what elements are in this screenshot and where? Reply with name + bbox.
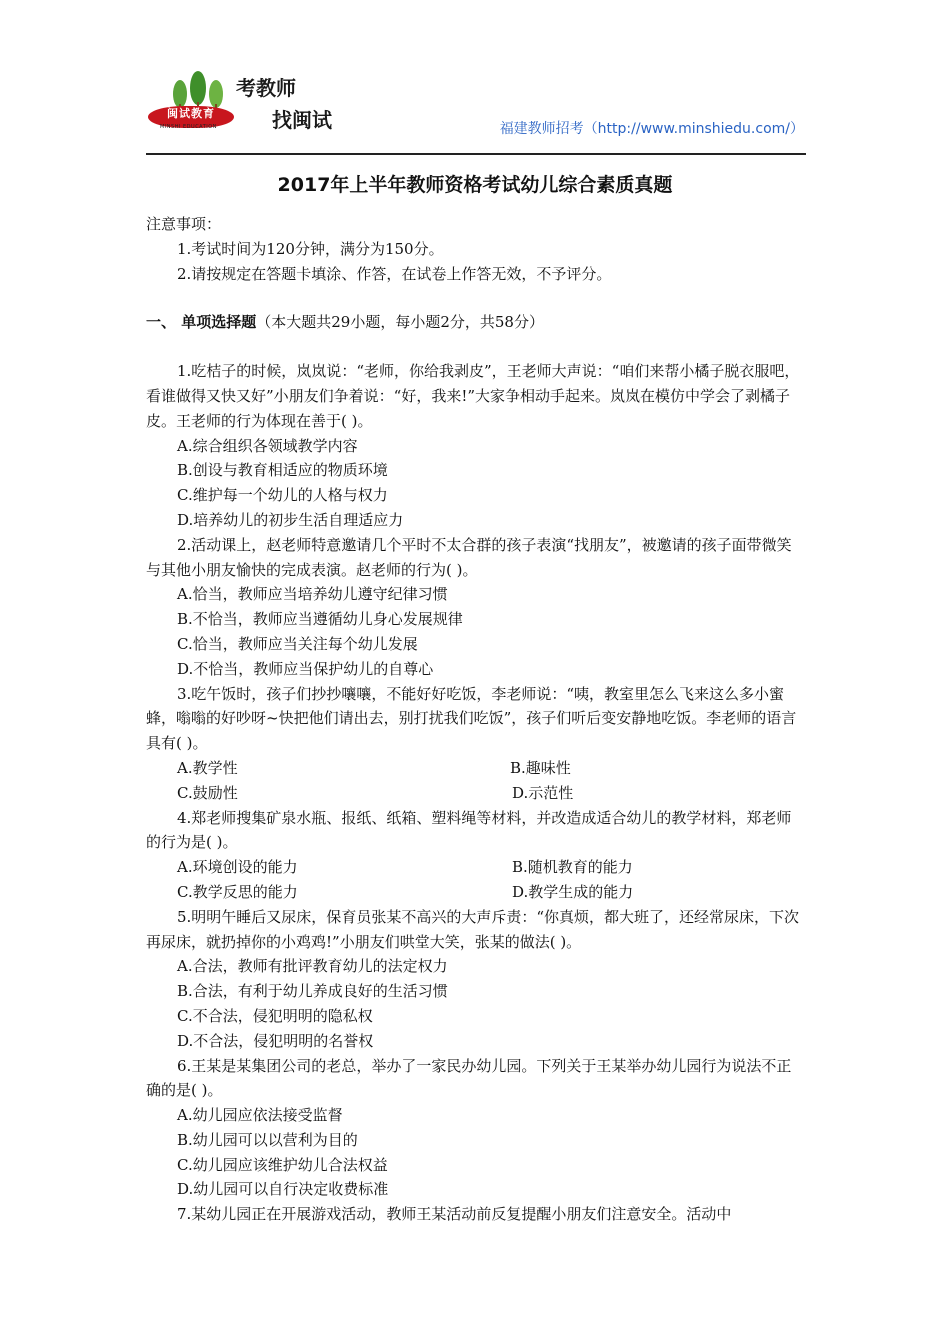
slogan-line-1: 考教师 xyxy=(236,76,296,100)
slogan-line-2: 找闽试 xyxy=(272,108,332,132)
logo-subtitle: MINSHI EDUCATION xyxy=(160,124,217,130)
option: A.恰当，教师应当培养幼儿遵守纪律习惯 xyxy=(177,585,448,604)
option: B.幼儿园可以以营利为目的 xyxy=(177,1130,358,1149)
option: C.恰当，教师应当关注每个幼儿发展 xyxy=(177,634,418,653)
notice-item: 1.考试时间为120分钟，满分为150分。 xyxy=(177,239,444,258)
logo xyxy=(146,66,366,136)
question-stem: 5.明明午睡后又尿床，保育员张某不高兴的大声斥责：“你真烦，都大班了，还经常尿床，下次再尿床，就扔掉你的小鸡鸡!”小朋友们哄堂大笑，张某的做法( )。 xyxy=(146,907,799,951)
option-row xyxy=(146,880,806,905)
header-divider xyxy=(146,153,806,155)
option: C.维护每一个幼儿的人格与权力 xyxy=(177,486,388,505)
section-note: （本大题共29小题，每小题2分，共58分） xyxy=(256,313,544,332)
question-stem: 4.郑老师搜集矿泉水瓶、报纸、纸箱、塑料绳等材料，并改造成适合幼儿的教学材料，郑老师的行为是( )。 xyxy=(146,808,792,852)
section-title: 一、 单项选择题 xyxy=(146,313,257,332)
option: D.幼儿园可以自行决定收费标准 xyxy=(177,1180,389,1199)
notice-item: 2.请按规定在答题卡填涂、作答，在试卷上作答无效，不予评分。 xyxy=(177,264,612,283)
option: B.不恰当，教师应当遵循幼儿身心发展规律 xyxy=(177,610,463,629)
option: C.鼓励性 xyxy=(177,783,238,802)
question-stem: 2.活动课上，赵老师特意邀请几个平时不太合群的孩子表演“找朋友”，被邀请的孩子面带微笑与其他小朋友愉快的完成表演。赵老师的行为( )。 xyxy=(146,535,792,579)
notice-label: 注意事项： xyxy=(146,215,222,233)
question-stem: 6.王某是某集团公司的老总，举办了一家民办幼儿园。下列关于王某举办幼儿园行为说法不正确的是( )。 xyxy=(146,1056,792,1100)
option: A.环境创设的能力 xyxy=(177,858,298,877)
option: B.随机教育的能力 xyxy=(512,858,633,877)
page-title: 2017年上半年教师资格考试幼儿综合素质真题 xyxy=(277,174,673,196)
option-row xyxy=(146,756,806,781)
option: C.不合法，侵犯明明的隐私权 xyxy=(177,1006,373,1025)
option: D.教学生成的能力 xyxy=(512,882,634,901)
question-stem: 7.某幼儿园正在开展游戏活动，教师王某活动前反复提醒小朋友们注意安全。活动中 xyxy=(177,1205,732,1224)
option: A.综合组织各领域教学内容 xyxy=(177,436,358,455)
option: D.不合法，侵犯明明的名誉权 xyxy=(177,1031,374,1050)
option: B.趣味性 xyxy=(510,758,571,777)
question-stem: 3.吃午饭时，孩子们抄抄嚷嚷，不能好好吃饭，李老师说：“咦，教室里怎么飞来这么多小蜜蜂，嗡嗡的好吵呀~快把他们请出去，别打扰我们吃饭”，孩子们听后变安静地吃饭。李老师的语言具有( )。 xyxy=(146,684,797,753)
option: A.教学性 xyxy=(177,758,238,777)
question-stem: 1.吃桔子的时候，岚岚说：“老师，你给我剥皮”，王老师大声说：“咱们来帮小橘子脱衣服吧，看谁做得又快又好”小朋友们争着说：“好，我来!”大家争相动手起来。岚岚在模仿中学会了剥橘子皮。王老师的行为体现在善于( )。 xyxy=(146,362,800,430)
document-body xyxy=(146,212,806,1227)
option: B.合法，有利于幼儿养成良好的生活习惯 xyxy=(177,982,448,1001)
logo-badge: 闽试教育 xyxy=(148,106,234,128)
option: D.培养幼儿的初步生活自理适应力 xyxy=(177,510,404,529)
option: A.幼儿园应依法接受监督 xyxy=(177,1106,343,1125)
option: D.不恰当，教师应当保护幼儿的自尊心 xyxy=(177,659,434,678)
option: C.幼儿园应该维护幼儿合法权益 xyxy=(177,1155,388,1174)
option: C.教学反思的能力 xyxy=(177,882,298,901)
option: B.创设与教育相适应的物质环境 xyxy=(177,461,388,480)
header-website-link[interactable]: 福建教师招考（http://www.minshiedu.com/） xyxy=(499,121,804,137)
option-row xyxy=(146,855,806,880)
section-heading xyxy=(146,310,806,335)
option-row xyxy=(146,781,806,806)
option: D.示范性 xyxy=(512,783,574,802)
option: A.合法，教师有批评教育幼儿的法定权力 xyxy=(177,957,448,976)
